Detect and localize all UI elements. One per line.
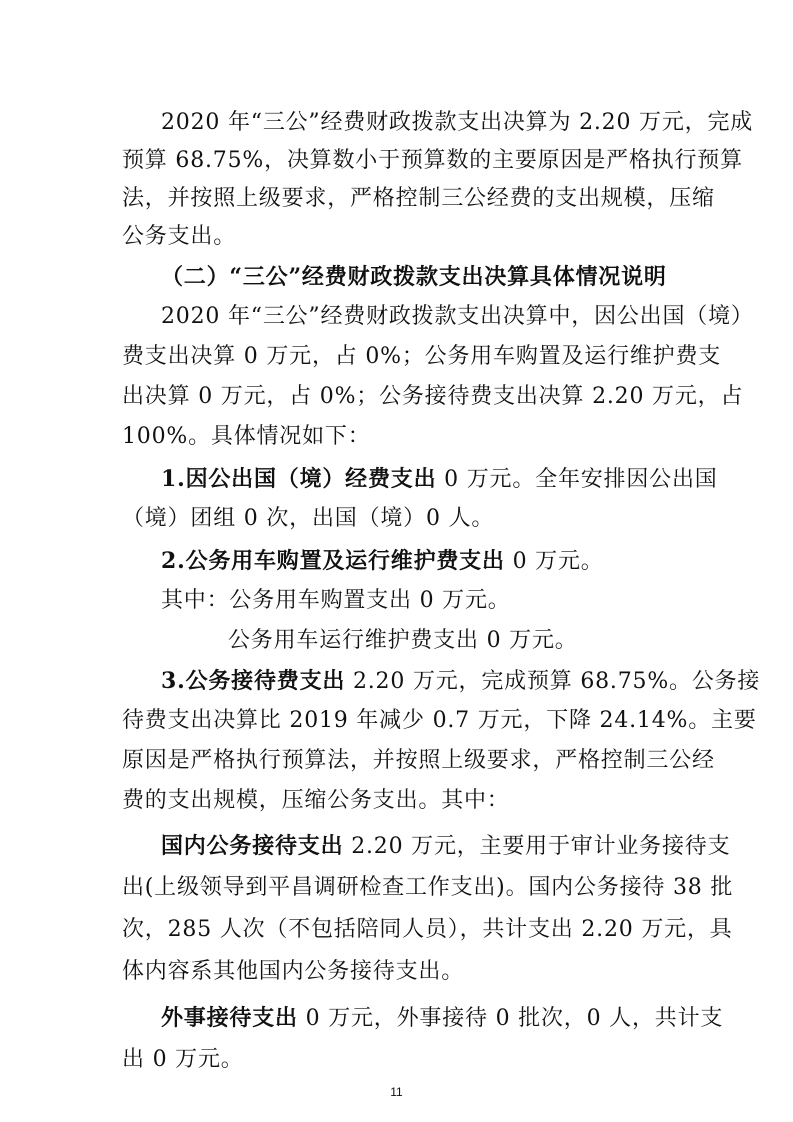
domestic-reception-line bbox=[161, 826, 731, 867]
paragraph-line: 次，285 人次（不包括陪同人员），共计支出 2.20 万元，具 bbox=[122, 917, 733, 942]
item-3-text: 2.20 万元，完成预算 68.75%。公务接 bbox=[345, 669, 761, 694]
page-number: 11 bbox=[390, 1085, 403, 1099]
item-2-line bbox=[161, 541, 682, 582]
sub-item-line: 公务用车运行维护费支出 0 万元。 bbox=[228, 628, 578, 653]
paragraph-line: 公务支出。 bbox=[122, 224, 237, 249]
paragraph-line: 原因是严格执行预算法，并按照上级要求，严格控制三公经 bbox=[122, 748, 715, 773]
paragraph-line: 体内容系其他国内公务接待支出。 bbox=[122, 959, 465, 984]
paragraph-line: 法，并按照上级要求，严格控制三公经费的支出规模，压缩 bbox=[122, 186, 715, 211]
paragraph-line: 2020 年“三公”经费财政拨款支出决算中，因公出国（境） bbox=[161, 304, 754, 329]
domestic-reception-title: 国内公务接待支出 bbox=[161, 833, 344, 859]
item-2-text: 0 万元。 bbox=[504, 549, 604, 574]
paragraph-line: （境）团组 0 次，出国（境）0 人。 bbox=[122, 506, 495, 531]
item-3-title: 3.公务接待费支出 bbox=[161, 668, 346, 694]
domestic-reception-text: 2.20 万元，主要用于审计业务接待支 bbox=[343, 834, 731, 859]
paragraph-line: 100%。具体情况如下： bbox=[122, 424, 371, 449]
paragraph-line: 预算 68.75%，决算数小于预算数的主要原因是严格执行预算 bbox=[122, 148, 743, 173]
item-2-title: 2.公务用车购置及运行维护费支出 bbox=[161, 548, 505, 574]
paragraph-line: 费支出决算 0 万元，占 0%；公务用车购置及运行维护费支 bbox=[122, 344, 722, 369]
item-1-title: 1.因公出国（境）经费支出 bbox=[161, 466, 437, 492]
foreign-reception-text: 0 万元，外事接待 0 批次，0 人，共计支 bbox=[297, 1006, 724, 1031]
paragraph-line: 费的支出规模，压缩公务支出。其中： bbox=[122, 788, 510, 813]
foreign-reception-title: 外事接待支出 bbox=[161, 1005, 298, 1031]
foreign-reception-line bbox=[161, 998, 724, 1039]
paragraph-line: 待费支出决算比 2019 年减少 0.7 万元，下降 24.14%。主要 bbox=[122, 708, 757, 733]
item-1-text: 0 万元。全年安排因公出国 bbox=[436, 467, 718, 492]
section-heading: （二）“三公”经费财政拨款支出决算具体情况说明 bbox=[161, 264, 667, 290]
item-1-line bbox=[161, 459, 718, 500]
paragraph-line: 出 0 万元。 bbox=[122, 1047, 244, 1072]
item-3-line bbox=[161, 661, 761, 702]
paragraph-line: 出(上级领导到平昌调研检查工作支出)。国内公务接待 38 批 bbox=[122, 875, 734, 900]
sub-item-line: 其中：公务用车购置支出 0 万元。 bbox=[161, 588, 511, 613]
paragraph-line: 2020 年“三公”经费财政拨款支出决算为 2.20 万元，完成 bbox=[161, 110, 754, 135]
paragraph-line: 出决算 0 万元，占 0%；公务接待费支出决算 2.20 万元，占 bbox=[122, 384, 744, 409]
